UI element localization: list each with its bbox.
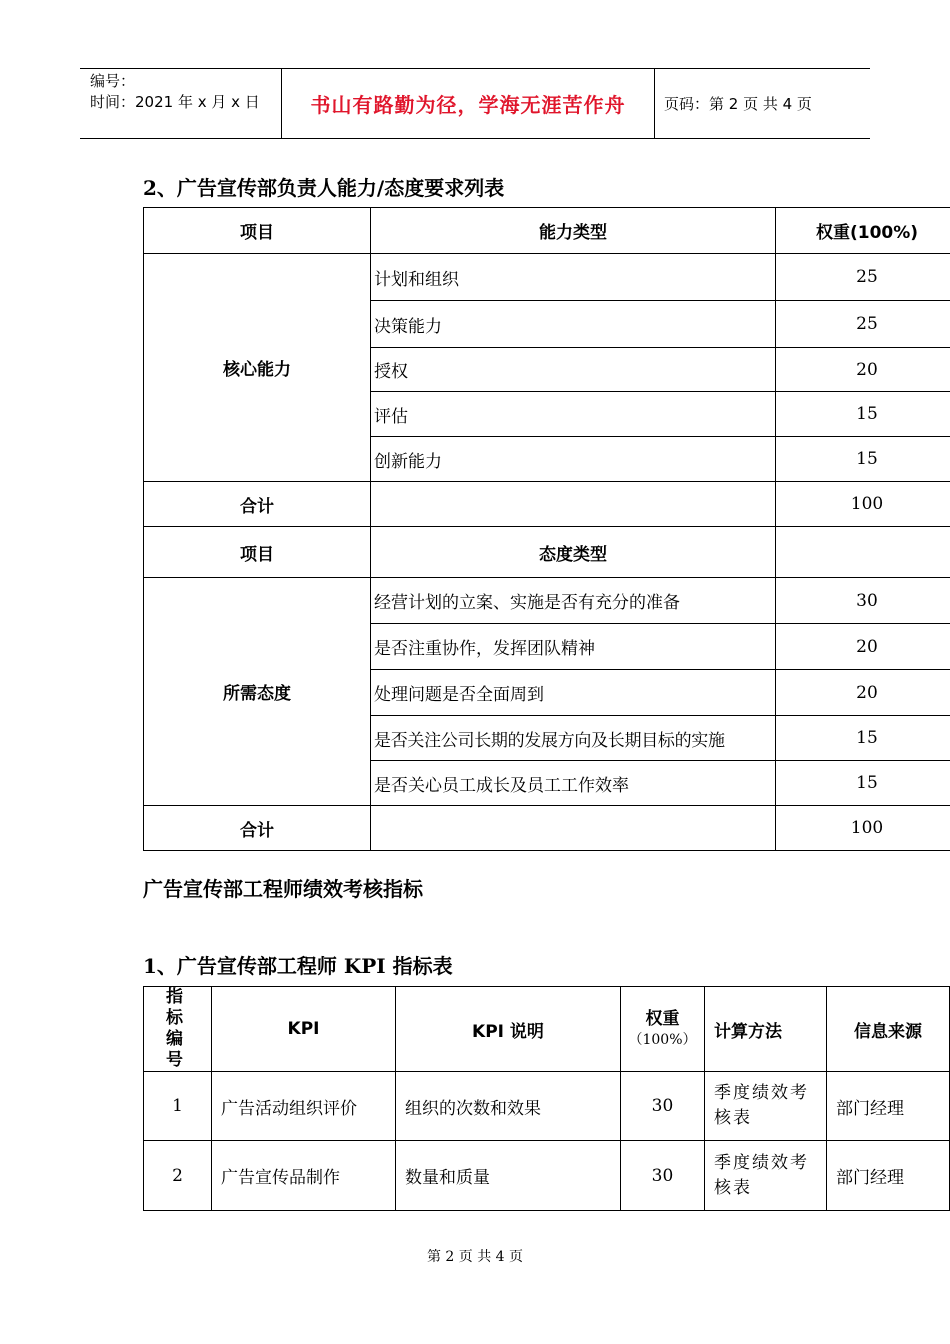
- core-ability-group: 核心能力: [144, 254, 371, 482]
- section-title-ability: 2、广告宣传部负责人能力/态度要求列表: [143, 176, 505, 200]
- col-method-header: 计算方法: [705, 987, 827, 1072]
- kpi-desc: 数量和质量: [396, 1141, 621, 1211]
- header-meta: [80, 69, 282, 138]
- ability-weight: 15: [776, 437, 950, 482]
- attitude-name: 是否关注公司长期的发展方向及长期目标的实施: [371, 716, 776, 761]
- attitude-name: 经营计划的立案、实施是否有充分的准备: [371, 578, 776, 624]
- col-weight-header: [621, 987, 705, 1072]
- attitude-name: 是否关心员工成长及员工工作效率: [371, 761, 776, 806]
- page-footer: 第 2 页 共 4 页: [426, 1249, 524, 1265]
- ability-name: 计划和组织: [371, 254, 776, 301]
- col-attitude-header: 态度类型: [371, 527, 776, 578]
- total-label: 合计: [144, 482, 371, 527]
- page-info: 页码：第 2 页 共 4 页: [664, 95, 812, 113]
- empty-cell: [776, 527, 950, 578]
- attitude-name: 处理问题是否全面周到: [371, 670, 776, 716]
- ability-name: 创新能力: [371, 437, 776, 482]
- kpi-method: 季度绩效考核表: [705, 1141, 827, 1211]
- attitude-weight: 20: [776, 670, 950, 716]
- ability-weight: 20: [776, 348, 950, 392]
- kpi-method: 季度绩效考核表: [705, 1072, 827, 1141]
- col-kpi-header: KPI: [212, 987, 396, 1072]
- empty-cell: [371, 806, 776, 851]
- attitude-weight: 20: [776, 624, 950, 670]
- kpi-no: 2: [144, 1141, 212, 1211]
- ability-name: 评估: [371, 392, 776, 437]
- kpi-no: 1: [144, 1072, 212, 1141]
- col-desc-header: KPI 说明: [396, 987, 621, 1072]
- ability-weight: 25: [776, 301, 950, 348]
- attitude-weight: 30: [776, 578, 950, 624]
- section-heading-engineer: 广告宣传部工程师绩效考核指标: [143, 877, 423, 901]
- page-header: [80, 68, 870, 139]
- col-weight-header: 权重(100%): [776, 208, 950, 254]
- weight-title: 权重: [645, 1009, 680, 1029]
- kpi-desc: 组织的次数和效果: [396, 1072, 621, 1141]
- table-header-row: [144, 208, 950, 254]
- header-page-cell: [655, 69, 870, 138]
- kpi-weight: 30: [621, 1072, 705, 1141]
- attitude-group: 所需态度: [144, 578, 371, 806]
- attitude-header-row: [144, 527, 950, 578]
- total-value: 100: [776, 806, 950, 851]
- ability-weight: 15: [776, 392, 950, 437]
- col-item-header: 项目: [144, 208, 371, 254]
- table-row: [144, 1072, 950, 1141]
- kpi-table: [143, 986, 950, 1211]
- ability-weight: 25: [776, 254, 950, 301]
- col-item-header-2: 项目: [144, 527, 371, 578]
- attitude-name: 是否注重协作，发挥团队精神: [371, 624, 776, 670]
- col-no-header: 指 标 编 号: [144, 987, 212, 1072]
- total-value: 100: [776, 482, 950, 527]
- table-row: [144, 578, 950, 624]
- kpi-source: 部门经理: [827, 1072, 950, 1141]
- kpi-source: 部门经理: [827, 1141, 950, 1211]
- kpi-name: 广告活动组织评价: [212, 1072, 396, 1141]
- empty-cell: [371, 482, 776, 527]
- ability-name: 授权: [371, 348, 776, 392]
- motto: 书山有路勤为径，学海无涯苦作舟: [310, 93, 626, 117]
- total-label: 合计: [144, 806, 371, 851]
- kpi-weight: 30: [621, 1141, 705, 1211]
- weight-sub: （100%）: [628, 1032, 697, 1048]
- table-row: [144, 1141, 950, 1211]
- header-motto-cell: [282, 69, 655, 138]
- col-source-header: 信息来源: [827, 987, 950, 1072]
- kpi-name: 广告宣传品制作: [212, 1141, 396, 1211]
- kpi-header-row: [144, 987, 950, 1072]
- attitude-weight: 15: [776, 716, 950, 761]
- doc-number: 编号：: [90, 72, 136, 90]
- attitude-weight: 15: [776, 761, 950, 806]
- total-row: [144, 806, 950, 851]
- section-title-kpi: 1、广告宣传部工程师 KPI 指标表: [143, 954, 453, 978]
- total-row: [144, 482, 950, 527]
- ability-name: 决策能力: [371, 301, 776, 348]
- doc-date: 时间：2021 年 x 月 x 日: [90, 93, 260, 111]
- ability-attitude-table: [143, 207, 950, 851]
- table-row: [144, 254, 950, 301]
- col-ability-header: 能力类型: [371, 208, 776, 254]
